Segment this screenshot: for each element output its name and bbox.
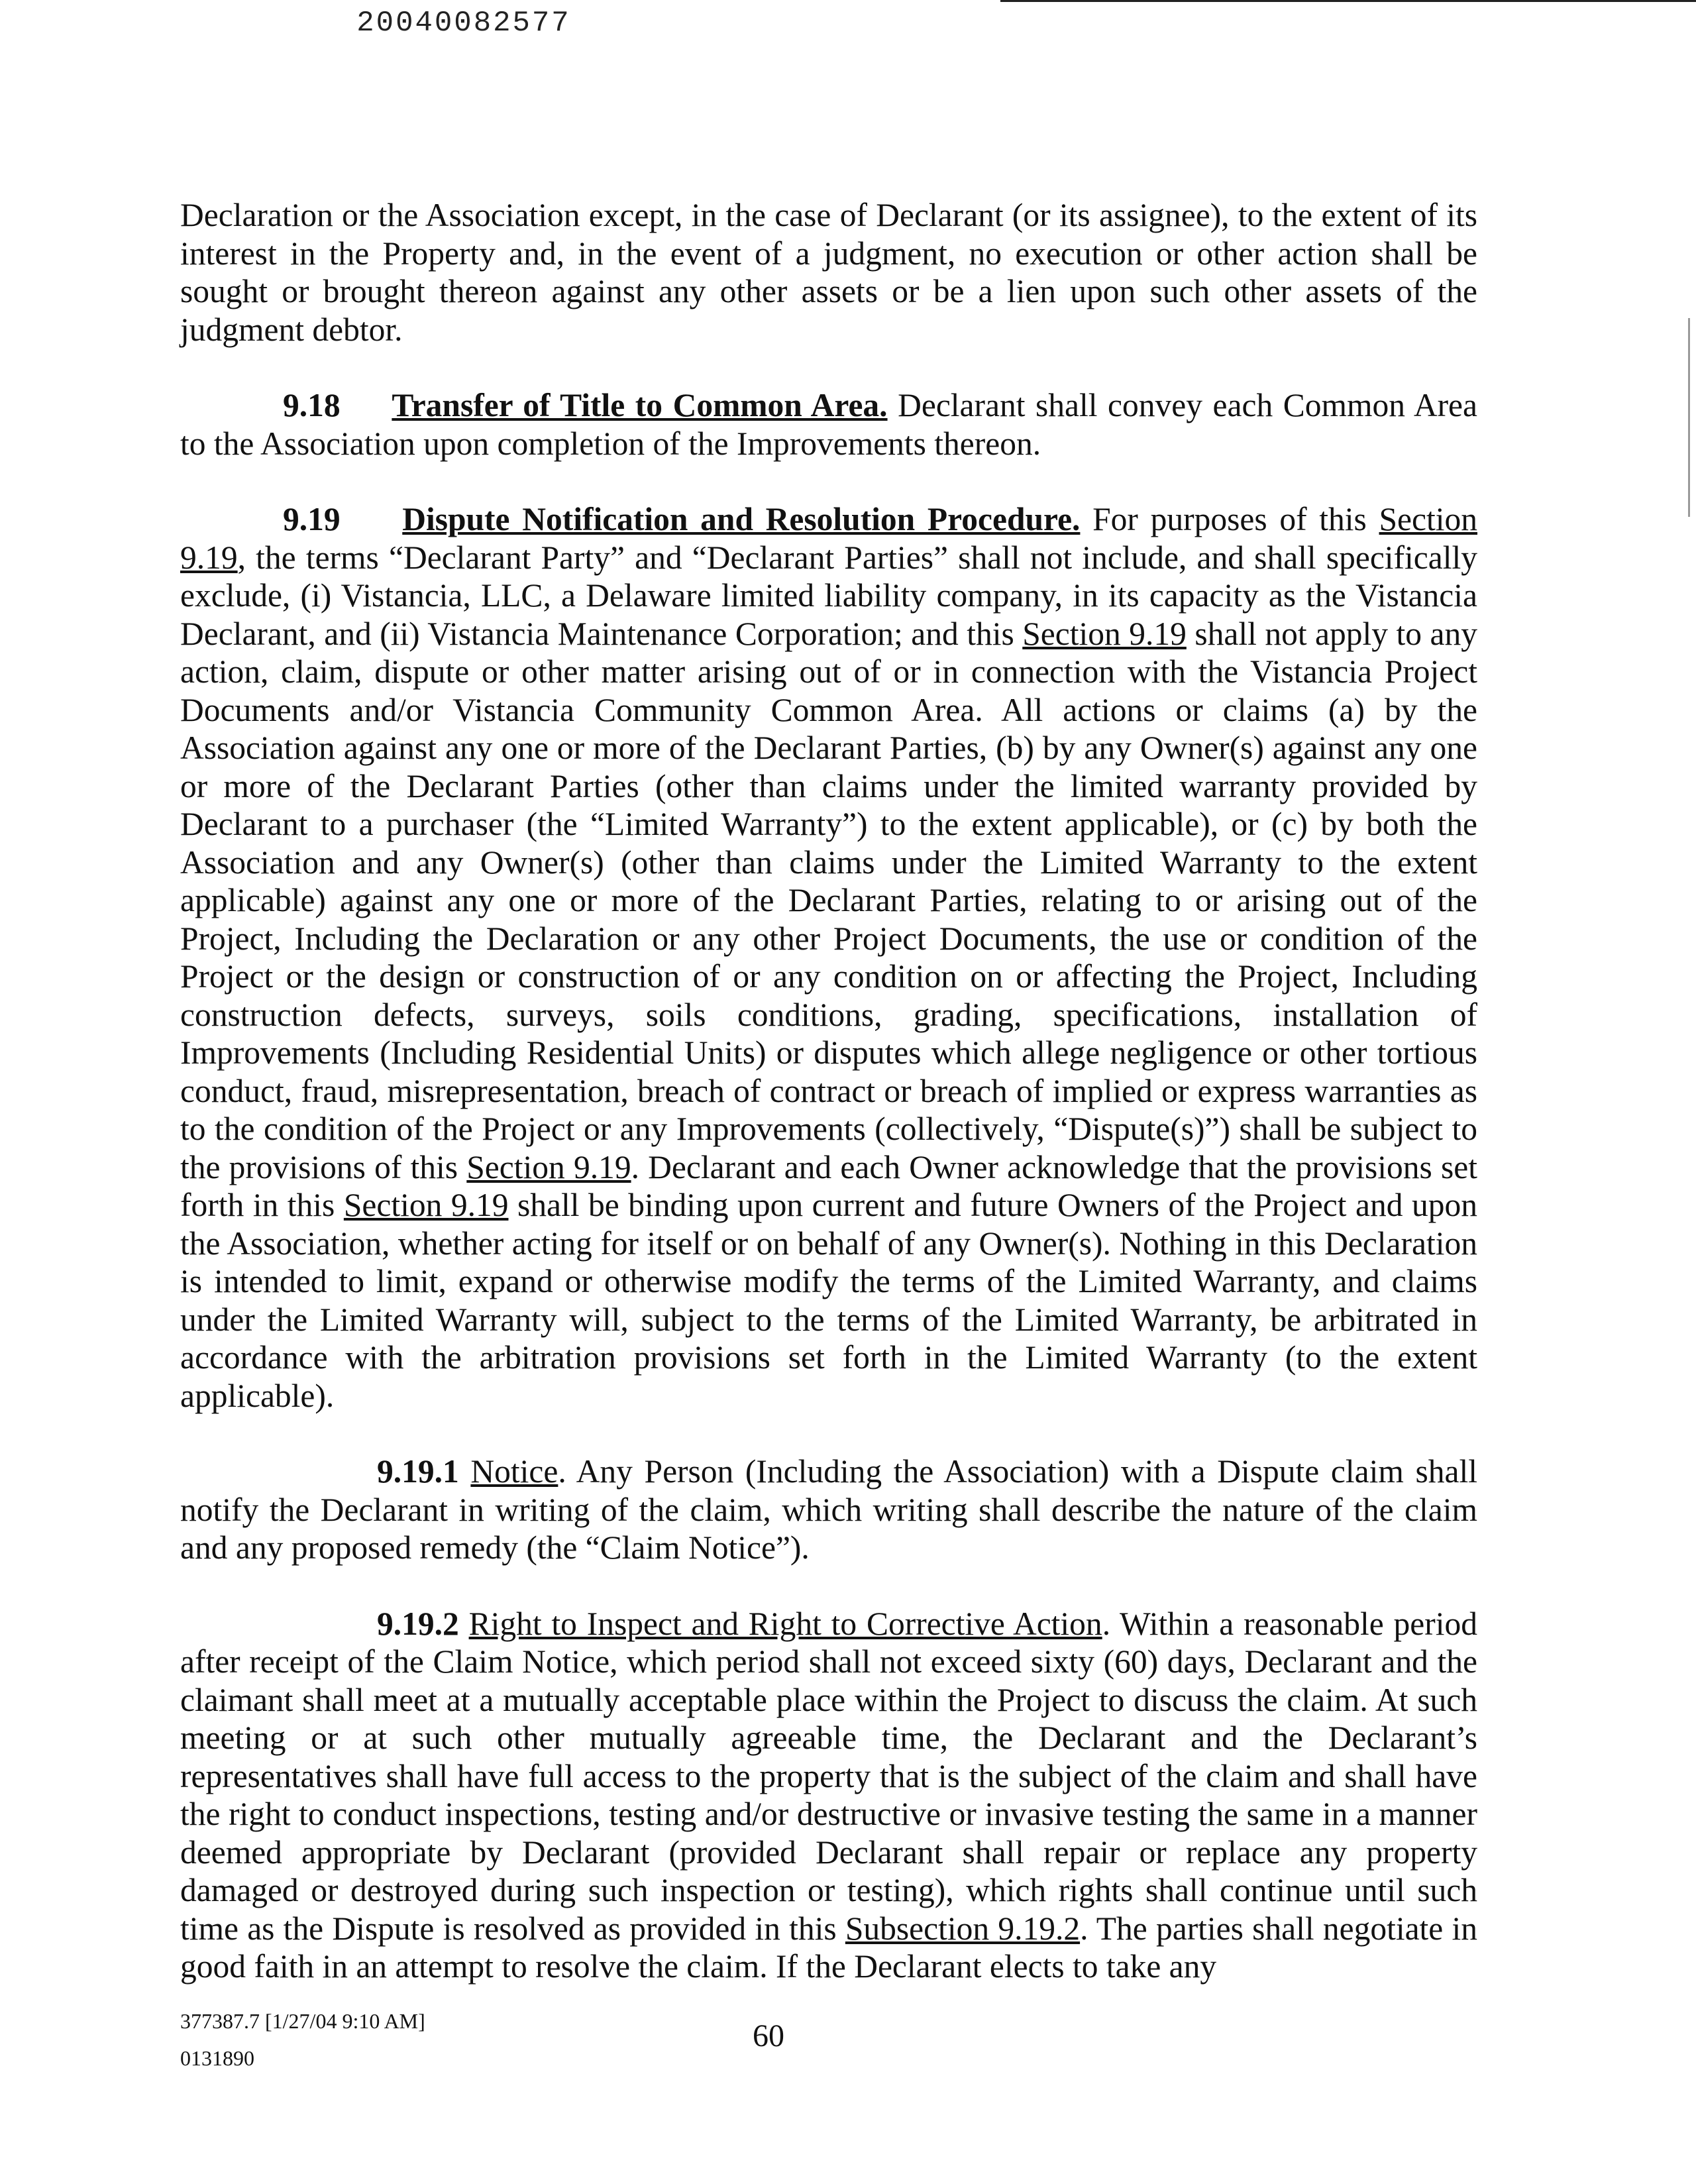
document-body (180, 196, 1477, 1986)
recording-number: 20040082577 (356, 7, 571, 40)
section-text: shall be binding upon current and future Owners of the Project and upon the Association, whether acting for itself or on behalf of any Owner(s). Nothing in this Declaration is intended to limit, expand or otherwise modify the terms of the Limited Warranty, and claims under the Limited Warranty will, subject to the terms of the Limited Warranty, be arbitrated in accordance with the arbitration provisions set forth in the Limited Warranty (to the extent applicable). (180, 1187, 1478, 1414)
section-9-19-1 (180, 1452, 1477, 1567)
section-number: 9.19 (283, 501, 341, 537)
subsection-number: 9.19.2 (377, 1605, 459, 1642)
scan-edge-mark (1688, 318, 1690, 517)
paragraph-continuation (180, 196, 1477, 349)
section-9-19-2 (180, 1605, 1477, 1986)
section-reference: Section 9.19 (466, 1148, 631, 1185)
footer-doc-id: 377387.7 [1/27/04 9:10 AM] (180, 2009, 425, 2033)
page-number: 60 (753, 2018, 784, 2053)
section-9-19 (180, 500, 1477, 1415)
footer-client-number: 0131890 (180, 2046, 254, 2070)
top-edge-rule (1000, 0, 1696, 2)
section-number: 9.18 (283, 387, 341, 423)
footer-ids (180, 2002, 425, 2077)
section-reference: Section 9.19 (343, 1187, 509, 1223)
section-9-18 (180, 386, 1477, 463)
section-text: Declarant shall convey each Common Area to the Association upon completion of the Improvements thereon. (180, 387, 1477, 462)
section-text: , the terms “Declarant Party” and “Declarant Parties” shall not include, and shall specifically exclude, (i) Vistancia, LLC, a Delaware limited liability company, in its capacity as the Vistancia Declarant, and (ii) Vistancia Maintenance Corporation; and this (180, 539, 1477, 652)
subsection-text: . Any Person (Including the Association) with a Dispute claim shall notify the Declarant in writing of the claim, which writing shall describe the nature of the claim and any proposed remedy (the “Claim Notice”). (180, 1453, 1478, 1566)
section-text: For purposes of this (1080, 501, 1379, 537)
subsection-title: Notice (470, 1453, 558, 1490)
paragraph-text: Declaration or the Association except, in the case of Declarant (or its assignee), to the extent of its interest in the Property and, in the event of a judgment, no execution or other action shall be sought or brought thereon against any other assets or be a lien upon such other assets of the judgment debtor. (180, 197, 1477, 348)
section-reference: Subsection 9.19.2 (845, 1910, 1081, 1947)
section-reference: Section 9.19 (1022, 615, 1187, 652)
section-text: . Declarant and each Owner acknowledge that the provisions set forth in this (180, 1148, 1477, 1223)
section-title: Transfer of Title to Common Area. (392, 387, 888, 423)
subsection-title: Right to Inspect and Right to Corrective Action (468, 1605, 1102, 1642)
subsection-text: . Within a reasonable period after receipt of the Claim Notice, which period shall not exceed sixty (60) days, Declarant and the claimant shall meet at a mutually acceptable place within the Project to discuss the claim. At such meeting or at such other mutually agreeable time, the Declarant and the Declarant’s representatives shall have full access to the property that is the subject of the claim and shall have the right to conduct inspections, testing and/or destructive or invasive testing the same in a manner deemed appropriate by Declarant (provided Declarant shall repair or replace any property damaged or destroyed during such inspection or testing), which rights shall continue until such time as the Dispute is resolved as provided in this (180, 1605, 1478, 1947)
subsection-number: 9.19.1 (377, 1453, 459, 1490)
section-title: Dispute Notification and Resolution Procedure. (402, 501, 1081, 537)
section-reference: Section 9.19 (180, 501, 1478, 576)
section-text: shall not apply to any action, claim, dispute or other matter arising out of or in connection with the Vistancia Project Documents and/or Vistancia Community Common Area. All actions or claims (a) by the Association against any one or more of the Declarant Parties, (b) by any Owner(s) against any one or more of the Declarant Parties (other than claims under the limited warranty provided by Declarant to a purchaser (the “Limited Warranty”) to the extent applicable), or (c) by both the Association and any Owner(s) (other than claims under the Limited Warranty to the extent applicable) against any one or more of the Declarant Parties, relating to or arising out of the Project, Including the Declaration or any other Project Documents, the use or condition of the Project or the design or construction of or any condition on or affecting the Project, Including construction defects, surveys, soils conditions, grading, specifications, installation of Improvements (Including Residential Units) or disputes which allege negligence or other tortious conduct, fraud, misrepresentation, breach of contract or breach of implied or express warranties as to the condition of the Project or any Improvements (collectively, “Dispute(s)”) shall be subject to the provisions of this (180, 615, 1477, 1185)
subsection-text: . The parties shall negotiate in good faith in an attempt to resolve the claim. If the Declarant elects to take any (180, 1910, 1477, 1985)
